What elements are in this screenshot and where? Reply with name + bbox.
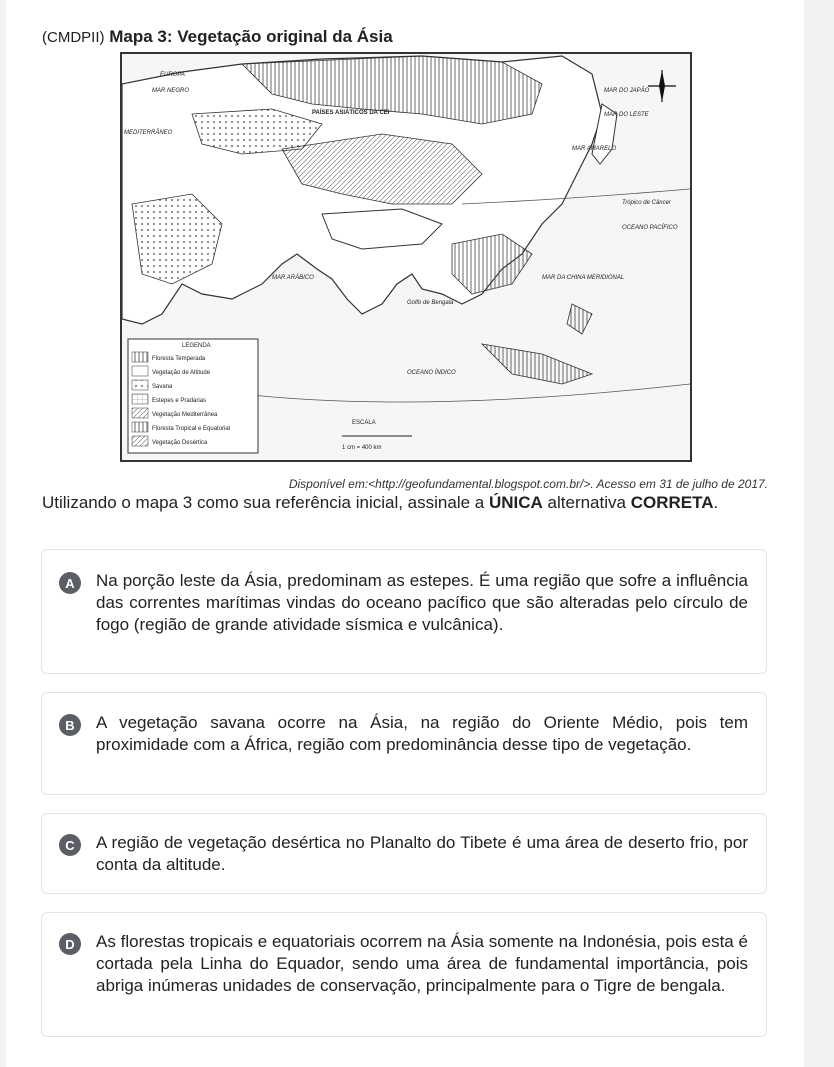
label-oceano-pacifico: OCEANO PACÍFICO xyxy=(622,225,678,231)
question-title xyxy=(42,27,393,47)
label-mar-china: MAR DA CHINA MERIDIONAL xyxy=(542,275,625,281)
label-escala: ESCALA xyxy=(352,420,376,426)
question-card xyxy=(6,0,804,1067)
option-d-badge: D xyxy=(59,933,81,955)
option-a-text: Na porção leste da Ásia, predominam as estepes. É uma região que sofre a influência das correntes marítimas vindas do oceano pacífico que são alteradas pelo círculo de fogo (região de grande atividade sísmica e vulcânica). xyxy=(96,571,748,634)
legend-item-1: Vegetação de Altitude xyxy=(152,370,211,376)
option-c-text: A região de vegetação desértica no Planalto do Tibete é uma área de deserto frio, por conta da altitude. xyxy=(96,833,748,874)
option-b-badge: B xyxy=(59,714,81,736)
instruction-text-2: alternativa xyxy=(542,493,631,512)
legend-title: LEGENDA xyxy=(182,343,211,349)
label-europa: EUROPA xyxy=(160,72,185,78)
option-a-badge: A xyxy=(59,572,81,594)
label-mar-amarelo: MAR AMARELO xyxy=(572,146,617,152)
legend-item-2: Savana xyxy=(152,384,173,390)
map-legend xyxy=(128,339,258,453)
asia-vegetation-map xyxy=(120,52,692,462)
legend-item-5: Floresta Tropical e Equatorial xyxy=(152,426,231,432)
page-gutter xyxy=(804,0,834,1067)
legend-item-6: Vegetação Desértica xyxy=(152,440,208,446)
label-oceano-indico: OCEANO ÍNDICO xyxy=(407,370,456,376)
label-mar-leste: MAR DO LESTE xyxy=(604,112,649,118)
question-prefix: (CMDPII) xyxy=(42,29,105,46)
legend-item-4: Vegetação Mediterrânea xyxy=(152,412,218,418)
instruction-emphasis-correta: CORRETA xyxy=(630,493,714,512)
option-b[interactable] xyxy=(41,692,767,795)
label-golfo: Golfo de Bengala xyxy=(407,300,454,306)
option-c-badge: C xyxy=(59,834,81,856)
instruction-emphasis-unica: ÚNICA xyxy=(488,493,543,512)
label-tropico: Trópico de Câncer xyxy=(622,200,671,206)
legend-item-0: Floresta Temperada xyxy=(152,356,206,362)
map-title: Mapa 3: Vegetação original da Ásia xyxy=(109,27,393,46)
option-a[interactable] xyxy=(41,549,767,674)
instruction-period: . xyxy=(713,493,719,512)
legend-item-3: Estepes e Pradarias xyxy=(152,398,207,404)
instruction-text: Utilizando o mapa 3 como sua referência inicial, assinale a xyxy=(42,493,489,512)
label-escala-num: 1 cm = 400 km xyxy=(342,445,382,451)
option-d[interactable] xyxy=(41,912,767,1037)
question-instruction xyxy=(42,492,769,514)
label-mediterraneo: MEDITERRÂNEO xyxy=(124,130,173,136)
map-drawing xyxy=(122,54,690,460)
option-b-text: A vegetação savana ocorre na Ásia, na região do Oriente Médio, pois tem proximidade com a África, região com predominância desse tipo de vegetação. xyxy=(96,713,748,754)
label-paises: PAÍSES ASIÁTICOS DA CEI xyxy=(312,110,390,116)
label-mar-negro: MAR NEGRO xyxy=(152,88,190,94)
option-c[interactable] xyxy=(41,813,767,894)
map-source: Disponível em:<http://geofundamental.blogspot.com.br/>. Acesso em 31 de julho de 2017. xyxy=(288,477,768,491)
label-mar-arabico: MAR ARÁBICO xyxy=(272,275,314,281)
label-mar-japao: MAR DO JAPÃO xyxy=(604,88,650,94)
option-d-text: As florestas tropicais e equatoriais ocorrem na Ásia somente na Indonésia, pois esta é cortada pela Linha do Equador, sendo uma área de fundamental importância, pois abriga inúmeras unidades de conservação, principalmente para o Tigre de bengala. xyxy=(96,932,748,995)
